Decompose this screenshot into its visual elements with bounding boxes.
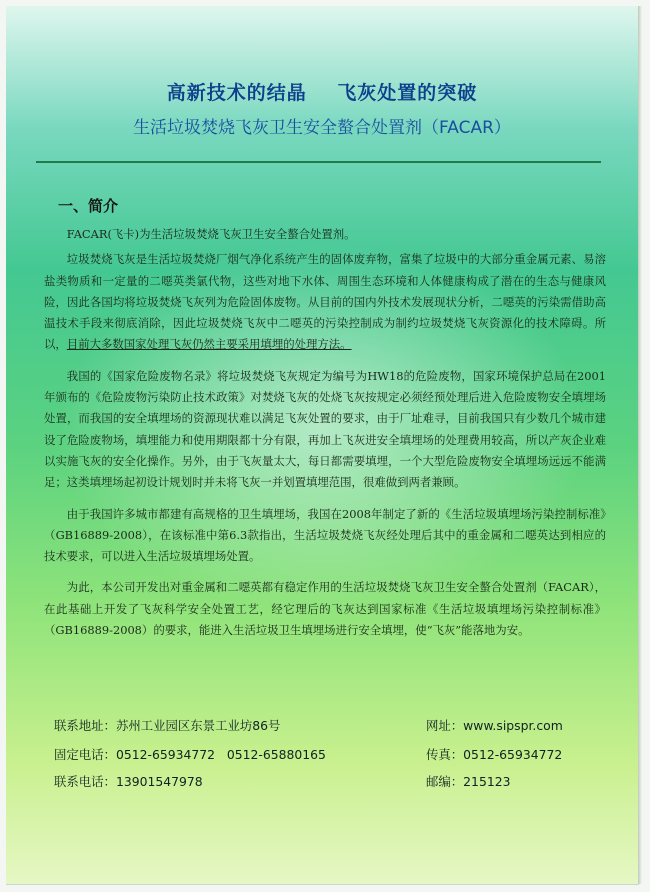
title-divider <box>36 161 601 163</box>
section-heading: 一、简介 <box>58 197 119 215</box>
contact-address: 联系地址：苏州工业园区东景工业坊86号 <box>54 718 281 733</box>
contact-postcode: 邮编：215123 <box>426 774 511 789</box>
underlined-sentence: 目前大多数国家处理飞灰仍然主要采用填埋的处理方法。 <box>66 337 352 352</box>
product-subtitle: 生活垃圾焚烧飞灰卫生安全螯合处置剂（FACAR） <box>133 118 511 138</box>
contact-fixed-phone: 固定电话：0512-65934772 0512-65880165 <box>54 747 326 762</box>
paragraph-hazard-policy: 我国的《国家危险废物名录》将垃圾焚烧飞灰规定为编号为HW18的危险废物，国家环境保护总局在2001年颁布的《危险废物污染防止技术政策》对焚烧飞灰的处烧飞灰按规定必须经预处理后进入危险废物安全填埋场处置，而我国的安全填埋场的资源现状难以满足飞灰处置的要求，由于厂址难寻，目前我国只有少数几个城市建设了危险废物场，填埋能力和使用期限都十分有限，再加上飞灰进安全填埋场的处理费用较高，所以产灰企业难以实施飞灰的安全化操作。另外，由于飞灰量太大，每日都需要填埋，一个大型危险废物安全填埋场远远不能满足；这类填埋场起初设计规划时并未将飞灰一并划置填埋范围，很难做到两者兼顾。 <box>44 368 606 490</box>
contact-mobile: 联系电话：13901547978 <box>54 774 203 789</box>
paragraph-company-product: 为此，本公司开发出对重金属和二噁英都有稳定作用的生活垃圾焚烧飞灰卫生安全螯合处置剂（FACAR），在此基础上开发了飞灰科学安全处置工艺，经它理后的飞灰达到国家标准《生活垃圾填埋场污染控制标准》（GB16889-2008）的要求，能进入生活垃圾卫生填埋场进行安全填埋，使“飞灰”能落地为安。 <box>44 580 606 638</box>
intro-body <box>44 224 606 651</box>
headline-title: 高新技术的结晶 飞灰处置的突破 <box>166 82 478 104</box>
page-edge-shadow <box>638 6 642 884</box>
paragraph-landfill-standard: 由于我国许多城市都建有高规格的卫生填埋场，我国在2008年制定了新的《生活垃圾填埋场污染控制标准》（GB16889-2008），在该标准中第6.3款指出，生活垃圾焚烧飞灰经处理后其中的重金属和二噁英达到相应的技术要求，可以进入生活垃圾填埋场处置。 <box>44 506 606 564</box>
paragraph-fly-ash <box>44 249 606 355</box>
contact-website: 网址：www.sipspr.com <box>426 718 563 733</box>
paragraph-intro: FACAR(飞卡)为生活垃圾焚烧飞灰卫生安全螯合处置剂。 <box>66 227 356 241</box>
paragraph-fly-ash-text: 垃圾焚烧飞灰是生活垃圾焚烧厂烟气净化系统产生的固体废弃物，富集了垃圾中的大部分重金属元素、易溶盐类物质和一定量的二噁英类氯代物，这些对地下水体、周围生态环境和人体健康构成了潜在的生态与健康风险，因此各国均将垃圾焚烧飞灰列为危险固体废物。从目前的国内外技术发展现状分析，二噁英的污染需借助高温技术手段来彻底消除，因此垃圾焚烧飞灰中二噁英的污染控制成为制约垃圾焚烧飞灰资源化的技术障碍。所以， <box>44 252 606 352</box>
brochure-page <box>6 6 639 885</box>
contact-fax: 传真：0512-65934772 <box>426 747 563 762</box>
